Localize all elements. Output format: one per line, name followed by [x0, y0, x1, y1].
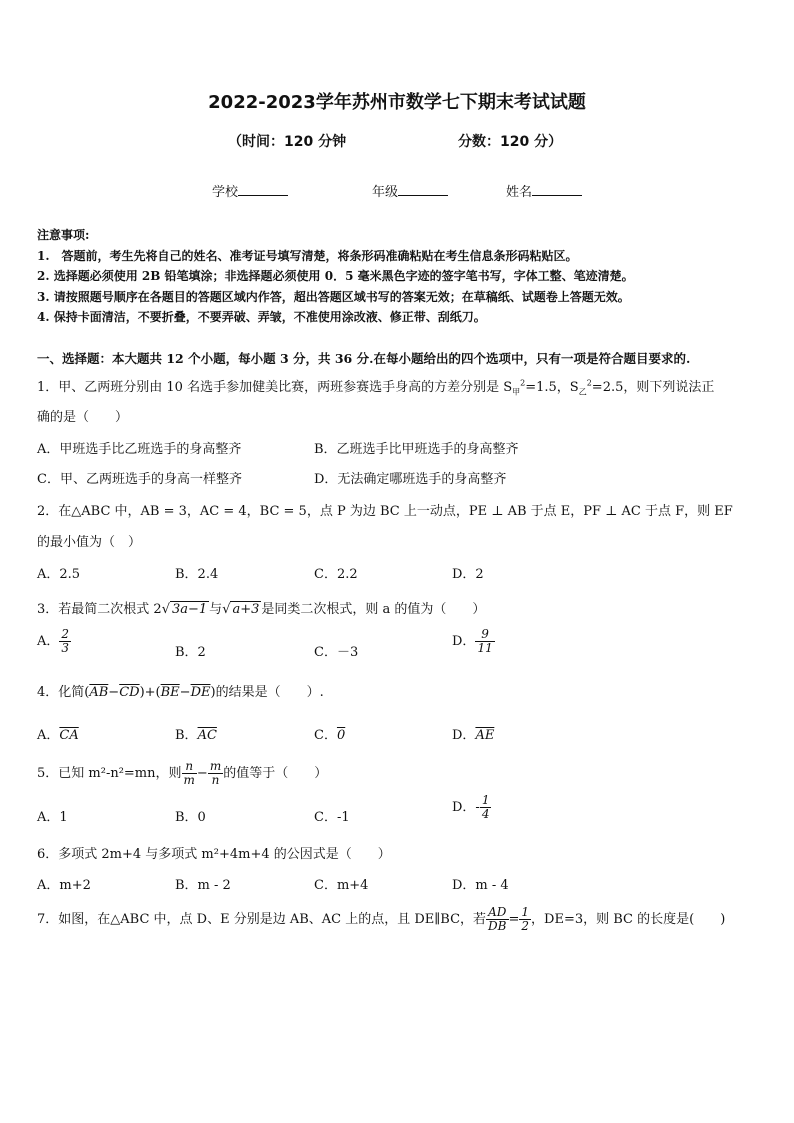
- q5-f2-denominator: n: [211, 773, 220, 788]
- q6-option-d: D．m - 4: [452, 878, 509, 893]
- q3-option-d: [452, 628, 495, 655]
- q5-f1-denominator: m: [183, 773, 195, 788]
- q3-text-end: 是同类二次根式，则 a 的值为（ ）: [261, 602, 486, 617]
- question-6-stem: 6．多项式 2m+4 与多项式 m²+4m+4 的公因式是（ ）: [37, 847, 391, 862]
- q5-f2-numerator: m: [209, 759, 222, 773]
- vector-de: $\overline{DE}$: [190, 685, 211, 700]
- q5-option-a: A．1: [37, 810, 68, 825]
- q3-option-c: C．－3: [314, 645, 359, 660]
- q6-option-a: A．m+2: [37, 878, 91, 893]
- q2-option-b: B．2.4: [175, 567, 219, 582]
- q7-f-denominator: DB: [488, 919, 507, 934]
- q7-text: 7．如图，在△ABC 中，点 D、E 分别是边 AB、AC 上的点，且 DE∥BC，若: [37, 912, 487, 928]
- q4-a-label: A．: [37, 728, 60, 743]
- q4-c-vector: 0: [336, 728, 346, 743]
- question-2-stem: 2．在△ABC 中，AB = 3，AC = 4，BC = 5，点 P 为边 BC 上一动点，PE ⊥ AB 于点 E，PF ⊥ AC 于点 F，则 EF: [37, 504, 733, 519]
- q6-option-c: C．m+4: [314, 878, 369, 893]
- q1-text-end: =2.5，则下列说法正: [591, 380, 715, 395]
- q4-c-label: C．: [314, 728, 337, 743]
- q7-equals: =: [508, 912, 520, 928]
- q3-option-d-label: D．: [452, 634, 476, 650]
- q4-text-end: )的结果是（ ）.: [210, 685, 324, 700]
- q7-r-numerator: 1: [521, 905, 530, 919]
- q4-plus: )+(: [139, 685, 161, 700]
- q3-radicand-2: a+3: [232, 602, 260, 617]
- vector-ab: $\overline{AB}$: [89, 685, 109, 700]
- name-field: [506, 181, 582, 200]
- question-5-stem: [37, 760, 327, 787]
- q4-d-label: D．: [452, 728, 476, 743]
- q3-a-numerator: 2: [61, 627, 70, 641]
- school-blank: [238, 183, 288, 196]
- q1-option-b: B．乙班选手比甲班选手的身高整齐: [314, 442, 519, 457]
- question-4-stem: [37, 681, 324, 700]
- question-7-stem: [37, 906, 725, 933]
- q3-a-denominator: 3: [61, 641, 70, 656]
- q1-text-mid: =1.5，S: [525, 380, 579, 395]
- q3-radicand-1: 3a−1: [171, 602, 208, 617]
- q4-option-d: [452, 724, 494, 743]
- notice-item: 3. 请按照题号顺序在各题目的答题区域内作答，超出答题区域书写的答案无效；在草稿纸、试题卷上答题无效。: [37, 290, 630, 304]
- q5-option-b: B．0: [175, 810, 206, 825]
- q3-text-mid: 与: [209, 602, 223, 617]
- q1-sub-b: 乙: [578, 387, 587, 397]
- notice-heading: 注意事项:: [37, 228, 90, 242]
- q7-f-numerator: AD: [486, 906, 508, 920]
- notice-item: 2. 选择题必须使用 2B 铅笔填涂；非选择题必须使用 0．5 毫米黑色字迹的签字笔书写，字体工整、笔迹清楚。: [37, 269, 634, 283]
- q5-f1-numerator: n: [182, 760, 197, 774]
- q4-minus-2: −: [179, 685, 191, 700]
- q7-r-denominator: 2: [521, 919, 530, 934]
- section-heading: 一、选择题：本大题共 12 个小题，每小题 3 分，共 36 分.在每小题给出的四个选项中，只有一项是符合题目要求的.: [37, 351, 691, 366]
- q5-d-numerator: 1: [481, 793, 490, 807]
- q5-d-denominator: 4: [481, 807, 490, 822]
- q4-d-vector: $\overline{AE}$: [475, 728, 495, 743]
- question-2-stem-cont: 的最小值为（ ）: [37, 535, 142, 550]
- q2-option-a: A．2.5: [37, 567, 81, 582]
- page-title: 2022-2023学年苏州市数学七下期末考试试题: [208, 92, 586, 113]
- q3-option-b: B．2: [175, 645, 206, 660]
- q5-text-end: 的值等于（ ）: [223, 766, 328, 782]
- q1-option-d: D．无法确定哪班选手的身高整齐: [314, 472, 507, 487]
- q2-option-d: D．2: [452, 567, 484, 582]
- q6-option-b: B．m - 2: [175, 878, 231, 893]
- q2-option-c: C．2.2: [314, 567, 358, 582]
- q5-d-label: D．-: [452, 800, 480, 816]
- q3-d-numerator: 9: [475, 628, 494, 642]
- q3-option-a-label: A．: [37, 634, 60, 650]
- q3-option-a: [37, 628, 71, 655]
- grade-label: 年级: [372, 185, 399, 200]
- question-3-stem: 3．若最简二次根式 2√ 3a−1 与√ a+3 是同类二次根式，则 a 的值为（ ）: [37, 602, 486, 617]
- q3-d-denominator: 11: [477, 641, 493, 656]
- vector-be: $\overline{BE}$: [160, 685, 180, 700]
- q5-minus: −: [196, 766, 208, 782]
- name-label: 姓名: [506, 185, 533, 200]
- name-blank: [532, 183, 582, 196]
- exam-score: 分数：120 分）: [458, 134, 563, 150]
- school-label: 学校: [212, 185, 239, 200]
- q4-option-a: [37, 724, 79, 743]
- q1-sub-a: 甲: [512, 387, 521, 397]
- q4-minus: −: [108, 685, 120, 700]
- notice-item: 4. 保持卡面清洁，不要折叠，不要弄破、弄皱，不准使用涂改液、修正带、刮纸刀。: [37, 310, 486, 324]
- q4-option-b: [175, 724, 217, 743]
- q4-option-c: [314, 724, 345, 743]
- q5-option-d: [452, 794, 491, 821]
- q4-b-label: B．: [175, 728, 198, 743]
- notice-item: 1. 答题前，考生先将自己的姓名、准考证号填写清楚，将条形码准确粘贴在考生信息条形码粘贴区。: [37, 249, 578, 263]
- q4-b-vector: $\overline{AC}$: [197, 728, 217, 743]
- question-1-stem: 1．甲、乙两班分别由 10 名选手参加健美比赛，两班参赛选手身高的方差分别是 $S_甲^2=1.5$，$S_乙^2=2.5$，则下列说法正: [37, 378, 715, 397]
- vector-cd: $\overline{CD}$: [119, 685, 140, 700]
- q1-text: 1．甲、乙两班分别由 10 名选手参加健美比赛，两班参赛选手身高的方差分别是 S: [37, 380, 513, 395]
- q3-text: 3．若最简二次根式 2: [37, 602, 162, 617]
- q4-a-vector: $\overline{CA}$: [59, 728, 79, 743]
- grade-field: [372, 181, 448, 200]
- q7-text-end: ，DE=3，则 BC 的长度是( ): [531, 912, 726, 928]
- question-1-stem-cont: 确的是（ ）: [37, 410, 129, 425]
- q5-text: 5．已知 m²-n²=mn，则: [37, 766, 182, 782]
- exam-time: （时间：120 分钟: [228, 134, 347, 150]
- q1-option-c: C．甲、乙两班选手的身高一样整齐: [37, 472, 242, 487]
- q5-option-c: C．-1: [314, 810, 350, 825]
- grade-blank: [398, 183, 448, 196]
- school-field: [212, 181, 288, 200]
- q4-text: 4．化简(: [37, 685, 90, 700]
- q1-option-a: A．甲班选手比乙班选手的身高整齐: [37, 442, 242, 457]
